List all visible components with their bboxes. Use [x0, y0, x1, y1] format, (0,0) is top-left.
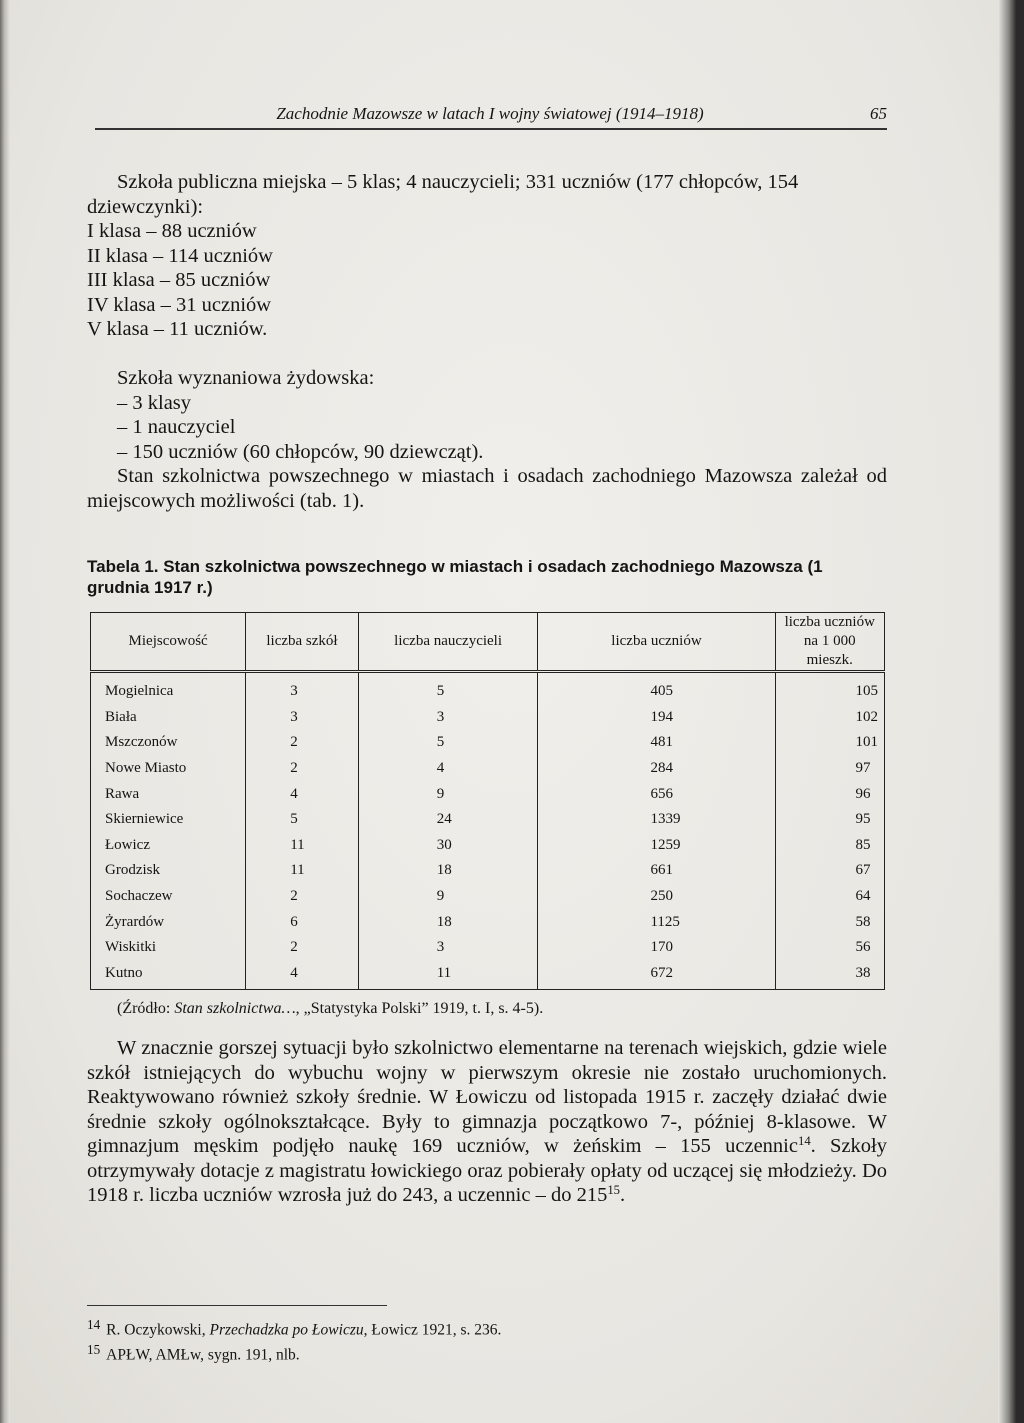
cell-pupils: 405 [538, 672, 775, 705]
cell-pupils: 672 [538, 961, 775, 990]
cell-pupils-per-1000: 56 [775, 935, 885, 961]
cell-locality: Biała [91, 705, 246, 731]
page-gutter-shadow [0, 0, 10, 1423]
column-header-teachers: liczba nauczycieli [358, 613, 538, 672]
cell-pupils: 250 [538, 884, 775, 910]
cell-teachers: 4 [358, 756, 538, 782]
column-header-pupils-per-1000: liczba uczniów na 1 000 mieszk. [775, 613, 885, 672]
cell-pupils: 284 [538, 756, 775, 782]
cell-pupils: 656 [538, 781, 775, 807]
cell-pupils: 170 [538, 935, 775, 961]
cell-schools: 6 [246, 909, 359, 935]
transition-paragraph: Stan szkolnictwa powszechnego w miastach i osadach zachodniego Mazowsza zależał od miejscowych możliwości (tab. 1). [87, 465, 887, 512]
table-row [91, 833, 885, 859]
footnote-rule [87, 1305, 387, 1306]
cell-pupils-per-1000: 97 [775, 756, 885, 782]
main-paragraph-block [87, 1036, 887, 1208]
cell-pupils: 661 [538, 858, 775, 884]
header-rule [95, 128, 887, 130]
cell-pupils-per-1000: 102 [775, 705, 885, 731]
table-row [91, 961, 885, 990]
cell-schools: 11 [246, 858, 359, 884]
column-header-schools: liczba szkół [246, 613, 359, 672]
school-statistics-table [90, 612, 885, 990]
cell-teachers: 9 [358, 884, 538, 910]
class-line-1: I klasa – 88 uczniów [87, 220, 257, 242]
main-paragraph-part-2: . Szkoły otrzymywały dotacje z magistratu łowickiego oraz pobierały opłaty od uczącej się młodzieży. Do 1918 r. liczba uczniów wzrosła już do 243, a uczennic – do 215 [87, 1135, 887, 1206]
cell-locality: Kutno [91, 961, 246, 990]
footnote-number: 14 [87, 1317, 101, 1332]
page-edge-shadow [998, 0, 1024, 1423]
footnote-15 [87, 1340, 867, 1365]
main-paragraph [87, 1036, 887, 1208]
cell-pupils: 1259 [538, 833, 775, 859]
cell-pupils: 1125 [538, 909, 775, 935]
cell-teachers: 9 [358, 781, 538, 807]
footnote-text: R. Oczykowski, [106, 1321, 210, 1339]
cell-pupils-per-1000: 67 [775, 858, 885, 884]
main-paragraph-part-3: . [620, 1184, 626, 1206]
cell-locality: Mogielnica [91, 672, 246, 705]
class-line-4: IV klasa – 31 uczniów [87, 293, 272, 316]
cell-schools: 2 [246, 756, 359, 782]
cell-locality: Mszczonów [91, 730, 246, 756]
cell-locality: Rawa [91, 781, 246, 807]
class-line-5: V klasa – 11 uczniów. [87, 318, 268, 340]
table-row [91, 705, 885, 731]
footnote-text: APŁW, AMŁw, sygn. 191, nlb. [106, 1346, 300, 1364]
class-line-3: III klasa – 85 uczniów [87, 269, 271, 291]
source-suffix: , „Statystyka Polski” 1919, t. I, s. 4-5). [295, 1000, 544, 1017]
cell-schools: 3 [246, 672, 359, 705]
cell-pupils-per-1000: 96 [775, 781, 885, 807]
table-row [91, 935, 885, 961]
cell-pupils: 194 [538, 705, 775, 731]
cell-schools: 2 [246, 730, 359, 756]
cell-teachers: 24 [358, 807, 538, 833]
cell-schools: 2 [246, 935, 359, 961]
cell-teachers: 5 [358, 672, 538, 705]
cell-teachers: 18 [358, 858, 538, 884]
cell-locality: Nowe Miasto [91, 756, 246, 782]
table-header-row [91, 613, 885, 672]
cell-pupils-per-1000: 64 [775, 884, 885, 910]
cell-schools: 4 [246, 781, 359, 807]
page-number: 65 [870, 104, 887, 123]
source-title: Stan szkolnictwa… [174, 1000, 296, 1017]
footnote-ref-14: 14 [797, 1134, 811, 1149]
cell-schools: 2 [246, 884, 359, 910]
table-row [91, 781, 885, 807]
table-row [91, 756, 885, 782]
cell-teachers: 3 [358, 705, 538, 731]
cell-locality: Skierniewice [91, 807, 246, 833]
cell-teachers: 5 [358, 730, 538, 756]
jewish-school-title: Szkoła wyznaniowa żydowska: [117, 367, 375, 389]
public-school-intro: Szkoła publiczna miejska – 5 klas; 4 nauczycieli; 331 uczniów (177 chłopców, 154 dziewczynki): [87, 171, 799, 218]
cell-locality: Wiskitki [91, 935, 246, 961]
jewish-school-block [87, 366, 887, 513]
cell-schools: 5 [246, 807, 359, 833]
cell-pupils-per-1000: 58 [775, 909, 885, 935]
cell-schools: 4 [246, 961, 359, 990]
cell-pupils-per-1000: 101 [775, 730, 885, 756]
cell-locality: Sochaczew [91, 884, 246, 910]
table-row [91, 884, 885, 910]
jewish-school-item-3: – 150 uczniów (60 chłopców, 90 dziewcząt). [117, 440, 484, 463]
public-school-block [87, 170, 887, 342]
table-row [91, 730, 885, 756]
column-header-locality: Miejscowość [91, 613, 246, 672]
cell-pupils-per-1000: 38 [775, 961, 885, 990]
column-header-pupils: liczba uczniów [538, 613, 775, 672]
jewish-school-item-1: – 3 klasy [117, 391, 192, 414]
footnote-14 [87, 1315, 867, 1340]
footnotes [87, 1315, 867, 1366]
cell-pupils-per-1000: 85 [775, 833, 885, 859]
cell-schools: 11 [246, 833, 359, 859]
table-source [117, 1000, 877, 1018]
table-row [91, 909, 885, 935]
footnote-number: 15 [87, 1342, 101, 1358]
cell-teachers: 18 [358, 909, 538, 935]
table-row [91, 858, 885, 884]
cell-pupils: 1339 [538, 807, 775, 833]
table-row [91, 807, 885, 833]
footnote-text-end: , Łowicz 1921, s. 236. [363, 1321, 502, 1339]
cell-teachers: 3 [358, 935, 538, 961]
cell-pupils-per-1000: 105 [775, 672, 885, 705]
cell-teachers: 11 [358, 961, 538, 990]
cell-teachers: 30 [358, 833, 538, 859]
main-paragraph-part-1: W znacznie gorszej sytuacji było szkolnictwo elementarne na terenach wiejskich, gdzie wiele szkół istniejących do wybuchu wojny w pierwszym okresie nie zostało uruchomionych. Reaktywowano również szkoły średnie. W Łowiczu od listopada 1915 r. zaczęły działać dwie średnie szkoły ogólnokształcące. Były to gimnazja początkowo 7-, później 8-klasowe. W gimnazjum męskim podjęło naukę 169 uczniów, w żeńskim – 155 uczennic [87, 1037, 887, 1157]
running-title: Zachodnie Mazowsze w latach I wojny światowej (1914–1918) [276, 104, 704, 123]
cell-locality: Grodzisk [91, 858, 246, 884]
footnote-ref-15: 15 [607, 1183, 621, 1198]
cell-locality: Żyrardów [91, 909, 246, 935]
table-caption: Tabela 1. Stan szkolnictwa powszechnego w miastach i osadach zachodniego Mazowsza (1 grudnia 1917 r.) [87, 557, 823, 597]
footnote-title: Przechadzka po Łowiczu [209, 1321, 364, 1339]
source-prefix: (Źródło: [117, 1000, 175, 1017]
cell-pupils: 481 [538, 730, 775, 756]
class-line-2: II klasa – 114 uczniów [87, 244, 273, 267]
cell-locality: Łowicz [91, 833, 246, 859]
cell-pupils-per-1000: 95 [775, 807, 885, 833]
jewish-school-item-2: – 1 nauczyciel [117, 416, 236, 438]
cell-schools: 3 [246, 705, 359, 731]
table-row [91, 672, 885, 705]
